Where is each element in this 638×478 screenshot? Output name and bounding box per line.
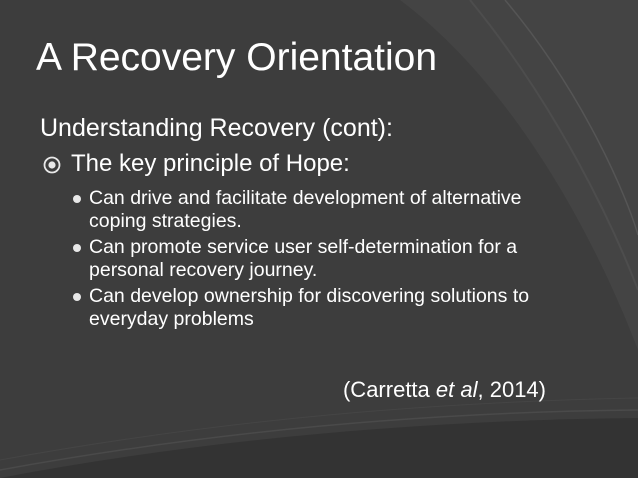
citation-close: , 2014) <box>477 377 546 402</box>
bullet-dot-icon <box>73 195 81 203</box>
bullet-item <box>42 152 350 176</box>
list-item-text: Can promote service user self-determination for a personal recovery journey. <box>89 236 518 281</box>
subheading: Understanding Recovery (cont): <box>40 114 393 142</box>
citation-italic: et al <box>435 377 478 402</box>
citation <box>343 379 546 401</box>
bullet-dot-icon <box>73 244 81 252</box>
list-item <box>72 187 532 233</box>
subitem-list <box>72 187 532 334</box>
bullet-text: The key principle of Hope: <box>71 150 350 177</box>
citation-open: (Carretta <box>342 377 436 402</box>
list-item <box>72 285 532 331</box>
list-item <box>72 236 532 282</box>
list-item-text: Can drive and facilitate development of alternative coping strategies. <box>89 187 522 232</box>
list-item-text: Can develop ownership for discovering solutions to everyday problems <box>89 285 530 330</box>
slide-title: A Recovery Orientation <box>36 36 438 79</box>
bullet-dot-icon <box>73 293 81 301</box>
circled-dot-icon <box>42 155 62 175</box>
